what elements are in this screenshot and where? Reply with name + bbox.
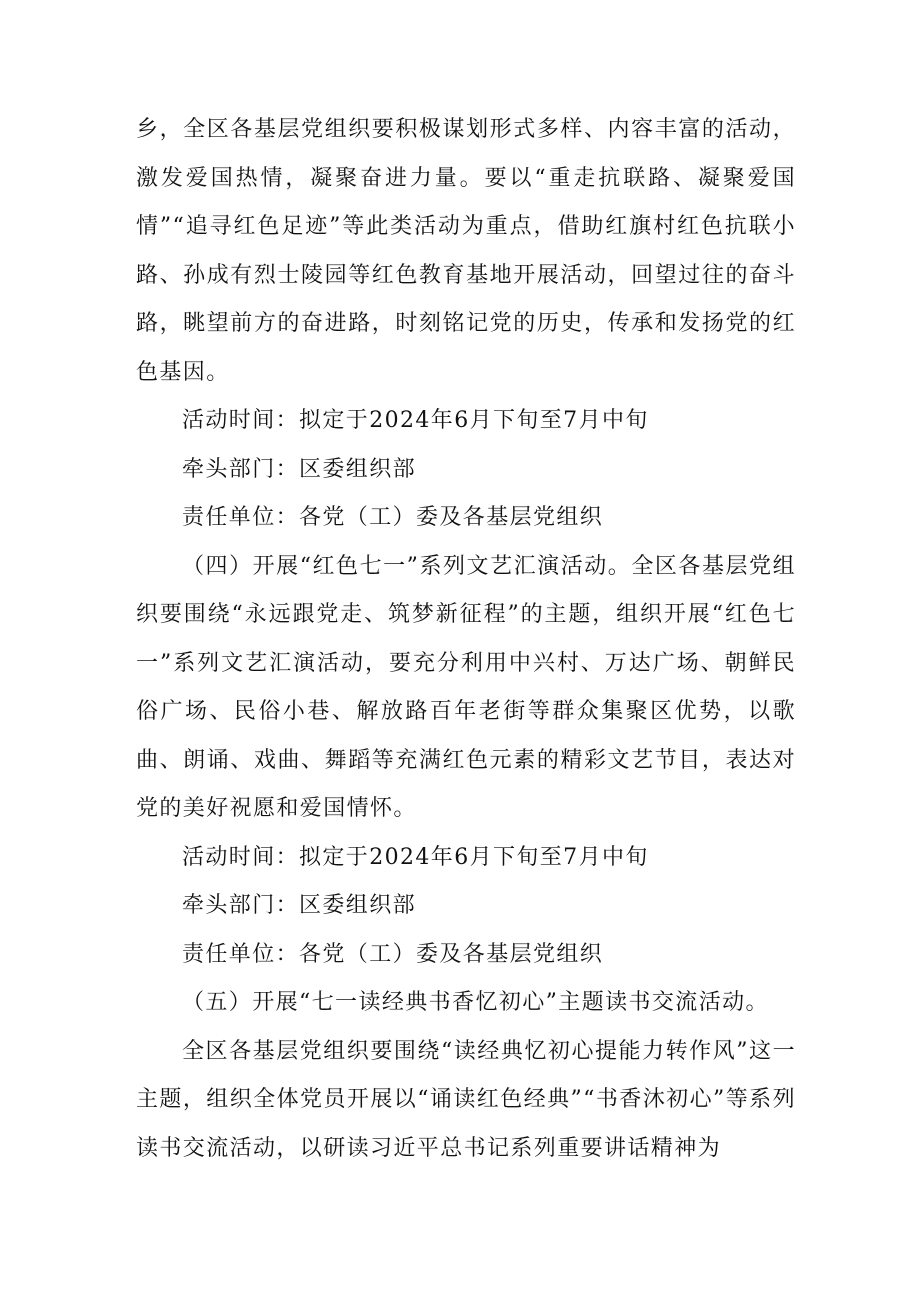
section-5-heading: （五）开展“七一读经典书香忆初心”主题读书交流活动。 [182, 990, 769, 1015]
section-4-paragraph: （四）开展“红色七一”系列文艺汇演活动。全区各基层党组织要围绕“永远跟党走、筑梦新征程”的主题，组织开展“红色七一”系列文艺汇演活动，要充分利用中兴村、万达广场、朝鲜民俗广场、民俗小巷、解放路百年老街等群众集聚区优势，以歌曲、朗诵、戏曲、舞蹈等充满红色元素的精彩文艺节目，表达对党的美好祝愿和爱国情怀。 [136, 553, 796, 821]
responsible-unit-2: 责任单位：各党（工）委及各基层党组织 [182, 941, 604, 967]
responsible-unit: 责任单位：各党（工）委及各基层党组织 [182, 505, 604, 530]
lead-department-2: 牵头部门：区委组织部 [182, 893, 417, 918]
paragraph-continuation: 乡，全区各基层党组织要积极谋划形式多样、内容丰富的活动，激发爱国热情，凝聚奋进力量。要以“重走抗联路、凝聚爱国情”“追寻红色足迹”等此类活动为重点，借助红旗村红色抗联小路、孙成有烈士陵园等红色教育基地开展活动，回望过往的奋斗路，眺望前方的奋进路，时刻铭记党的历史，传承和发扬党的红色基因。 [136, 117, 796, 385]
lead-department: 牵头部门：区委组织部 [182, 456, 417, 482]
activity-time-2: 活动时间：拟定于2024年6月下旬至7月中旬 [182, 844, 649, 870]
section-5-body: 全区各基层党组织要围绕“读经典忆初心提能力转作风”这一主题，组织全体党员开展以“诵读红色经典”“书香沐初心”等系列读书交流活动，以研读习近平总书记系列重要讲话精神为 [136, 1038, 796, 1161]
activity-time: 活动时间：拟定于2024年6月下旬至7月中旬 [182, 408, 649, 433]
document-body [136, 106, 796, 1173]
